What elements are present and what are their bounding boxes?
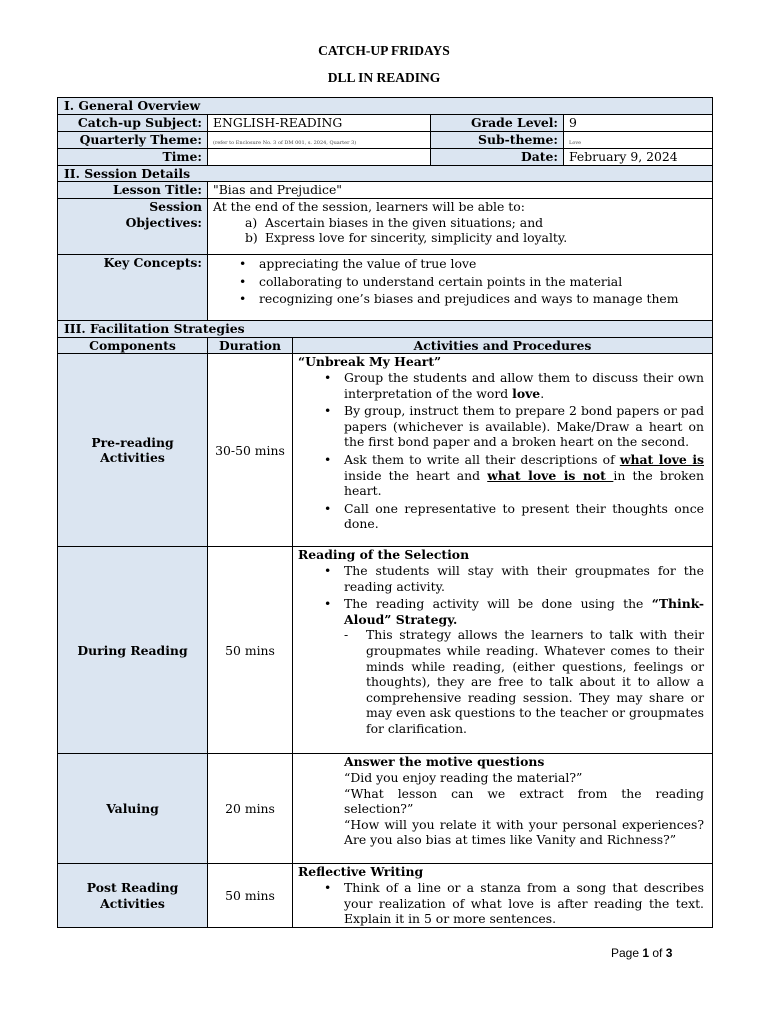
valuing-component: Valuing [58,754,208,864]
motive-question: “How will you relate it with your personal experiences? Are you also bias at times like Vanity and Richness?” [344,816,704,848]
key-concepts-cell [208,255,713,321]
pre-reading-duration: 30-50 mins [208,354,293,547]
pre-reading-step: • Ask them to write all their descriptions of what love is inside the heart and what love is not in the broken heart. [298,452,704,499]
grade-value: 9 [564,114,713,131]
pre-reading-step: • Call one representative to present their thoughts once done. [298,501,704,532]
concept-item: • recognizing one’s biases and prejudices and ways to manage them [213,291,704,307]
concept-item: • collaborating to understand certain points in the material [213,274,704,290]
subject-label: Catch-up Subject: [58,114,208,131]
objectives-cell [208,199,713,255]
during-reading-activities [293,547,713,754]
pre-reading-step: • By group, instruct them to prepare 2 bond papers or pad papers (whichever is available). Make/Draw a heart on the first bond paper and a broken heart on the second. [298,403,704,450]
valuing-duration: 20 mins [208,754,293,864]
valuing-activities [293,754,713,864]
concept-item: • appreciating the value of true love [213,256,704,272]
during-reading-component: During Reading [58,547,208,754]
subtheme-value [564,131,713,148]
subject-value: ENGLISH-READING [208,114,431,131]
during-reading-step: • The reading activity will be done using the “Think-Aloud” Strategy. [298,596,704,627]
post-reading-duration: 50 mins [208,864,293,927]
think-aloud-description: - This strategy allows the learners to talk with their groupmates while reading. Whatever comes to their minds while reading, (either questions, feelings or thoughts), they are free to talk about it to allow a comprehensive reading session. They may share or may even ask questions to the teacher or groupmates for clarification. [298,627,704,736]
document-subtitle: DLL IN READING [327,70,441,85]
page-number: Page 1 of 3 [611,946,673,960]
time-value [208,148,431,165]
document-title: CATCH-UP FRIDAYS [318,43,450,58]
facilitation-heading: III. Facilitation Strategies [58,321,713,338]
objective-item: b) Express love for sincerity, simplicity and loyalty. [245,230,568,246]
objectives-intro: At the end of the session, learners will be able to: [213,199,525,215]
post-reading-step: • Think of a line or a stanza from a song that describes your realization of what love is after reading the text. Explain it in 5 or more sentences. [298,880,704,927]
motive-question: “Did you enjoy reading the material?” [344,769,583,785]
dll-table [57,97,713,928]
during-reading-step: • The students will stay with their groupmates for the reading activity. [298,563,704,594]
theme-value [208,131,431,148]
date-value: February 9, 2024 [564,148,713,165]
time-label: Time: [58,148,208,165]
general-overview-heading: I. General Overview [58,98,713,115]
key-concepts-label: Key Concepts: [58,255,208,321]
pre-reading-component: Pre-reading Activities [58,354,208,547]
grade-label: Grade Level: [431,114,564,131]
objective-item: a) Ascertain biases in the given situations; and [245,214,544,230]
pre-reading-activities [293,354,713,547]
lesson-title-value: "Bias and Prejudice" [208,182,713,199]
during-reading-duration: 50 mins [208,547,293,754]
date-label: Date: [431,148,564,165]
motive-question: “What lesson can we extract from the reading selection?” [344,785,704,817]
valuing-title: Answer the motive questions [344,754,545,770]
theme-label: Quarterly Theme: [58,131,208,148]
during-reading-title: Reading of the Selection [298,547,470,563]
post-reading-title: Reflective Writing [298,864,424,880]
pre-reading-step: • Group the students and allow them to discuss their own interpretation of the word love. [298,370,704,401]
col-activities: Activities and Procedures [293,337,713,354]
theme-note: (refer to Enclosure No. 3 of DM 001, s. 2024, Quarter 3) [213,139,357,146]
post-reading-activities [293,864,713,927]
lesson-title-label: Lesson Title: [58,182,208,199]
col-components: Components [58,337,208,354]
pre-reading-title: “Unbreak My Heart” [298,354,442,370]
col-duration: Duration [208,337,293,354]
session-details-heading: II. Session Details [58,165,713,182]
subtheme-text: Love [569,139,582,146]
objectives-label: Session Objectives: [58,199,208,255]
post-reading-component: Post Reading Activities [58,864,208,927]
subtheme-label: Sub-theme: [431,131,564,148]
